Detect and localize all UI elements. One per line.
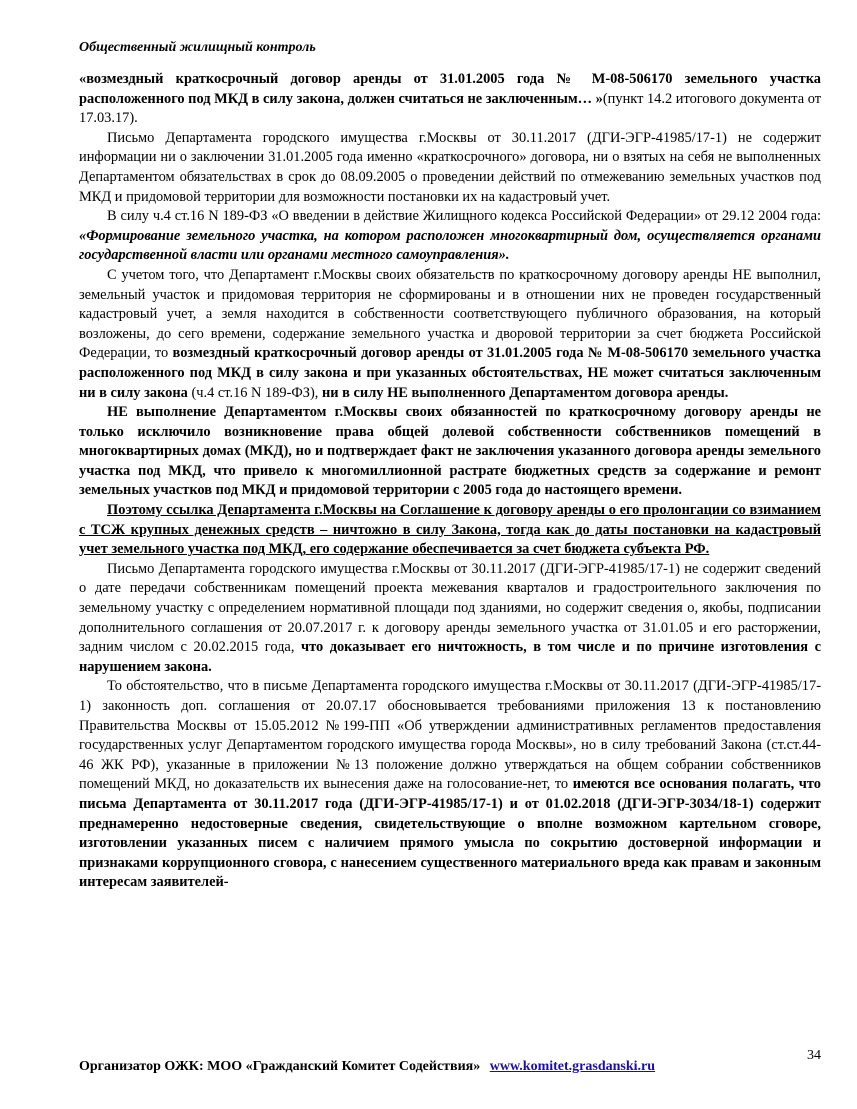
page-footer (79, 1059, 821, 1075)
running-header: Общественный жилищный контроль (79, 40, 316, 55)
law-citation-text: В силу ч.4 ст.16 N 189-ФЗ «О введении в действие Жилищного кодекса Российской Федерации» от 29.12 2004 года: (107, 208, 821, 225)
paragraph-quote (79, 70, 821, 129)
paragraph-circumstance (79, 677, 821, 893)
paragraph-law-citation (79, 207, 821, 266)
quote-reference-text: (пункт 14.2 итогового документа от 17.03.17). (79, 90, 821, 127)
circumstance-text: То обстоятельство, что в письме Департамента городского имущества г.Москвы от 30.11.2017 (ДГИ-ЭГР-41985/17-1) законность доп. соглашения от 20.07.17 обосновывается требованиями приложения 13 к постановлению Правительства Москвы от 15.05.2012 №199-ПП «Об утверждении административных регламентов предоставления государственных услуг Департаментом городского имущества города Москвы», но в силу требований Закона (ст.ст.44-46 ЖК РФ), указанные в приложении №13 положение должно утверждаться на общем собрании собственников помещений МКД, но доказательств их вынесения даже на голосование-нет, то (79, 678, 821, 793)
paragraph-non-fulfillment: НЕ выполнение Департаментом г.Москвы своих обязанностей по краткосрочному договору аренды не только исключило возникновение права общей долевой собственности собственников помещений в многоквартирных домах (МКД), но и подтверждает факт не заключения указанного договора аренды земельного участка под МКД, что привело к многомиллионной растрате бюджетных средств за содержание и ремонт земельных участков под МКД и придомовой территории с 2005 года до настоящего времени. (79, 404, 821, 499)
quote-bold-text: «возмездный краткосрочный договор аренды от 31.01.2005 года № М-08-506170 земельного участка расположенного под МКД в силу закона, должен считаться не заключенным… » (79, 71, 821, 107)
page-number: 34 (807, 1048, 821, 1063)
consideration-text: С учетом того, что Департамент г.Москвы своих обязательств по краткосрочному договору аренды НЕ выполнил, земельный участок и придомовая территория не сформированы и в отношении них не проведен государственный кадастровый учет, а земля находится в собственности соответствующего публичного образования, на который возложены, до сего времени, содержание земельного участка и дворовой территории за счет бюджета Российской Федерации, то (79, 266, 821, 362)
footer-organizer: Организатор ОЖК: МОО «Гражданский Комитет Содействия» (79, 1059, 481, 1074)
circumstance-bold: имеются все основания полагать, что письма Департамента от 30.11.2017 года (ДГИ-ЭГР-41985/17-1) и от 01.02.2018 (ДГИ-ЭГР-3034/18-1) содержит преднамеренно недостоверные сведения, свидетельствующие о вполне возможном картельном сговоре, изготовлении указанных писем с наличием прямого умысла по сокрытию достоверной информации и признаками коррупционного сговора, с нанесением существенного материального вреда как правам и законным интересам заявителей- (79, 776, 821, 891)
footer-website-link[interactable]: www.komitet.grasdanski.ru (489, 1059, 656, 1074)
consideration-text-2: (ч.4 ст.16 N 189-ФЗ), (187, 384, 322, 401)
letter-2-bold: что доказывает его ничтожность, в том числе и по причине изготовления с нарушением закона. (79, 639, 822, 675)
law-citation-quote: «Формирование земельного участка, на котором расположен многоквартирный дом, осуществляется органами государственной власти или органами местного самоуправления». (79, 227, 821, 264)
paragraph-letter-1: Письмо Департамента городского имущества г.Москвы от 30.11.2017 (ДГИ-ЭГР-41985/17-1) не содержит информации ни о заключении 31.01.2005 года именно «краткосрочного» договора, ни о взятых на себя не выполненных Департаментом обязательствах в срок до 08.09.2005 о проведении действий по отмежеванию земельных участков под МКД и придомовой территории для возможности постановки их на кадастровый учет. (79, 129, 821, 205)
document-body (79, 70, 821, 893)
paragraph-letter-2 (79, 560, 821, 678)
paragraph-consideration (79, 266, 821, 403)
paragraph-agreement-void: Поэтому ссылка Департамента г.Москвы на Соглашение к договору аренды о его пролонгации со взиманием с ТСЖ крупных денежных средств – ничтожно в силу Закона, тогда как до даты постановки на кадастровый учет земельного участка под МКД, его содержание обеспечивается за счет бюджета субъекта РФ. (79, 502, 821, 558)
consideration-bold-2: ни в силу НЕ выполненного Департаментом договора аренды. (322, 384, 729, 401)
consideration-bold-1: возмездный краткосрочный договор аренды от 31.01.2005 года № М-08-506170 земельного участка расположенного под МКД в силу закона и при указанных обстоятельствах, НЕ может считаться заключенным ни в силу закона (79, 345, 821, 401)
letter-2-text: Письмо Департамента городского имущества г.Москвы от 30.11.2017 (ДГИ-ЭГР-41985/17-1) не содержит сведений о дате передачи собственникам помещений проекта межевания кварталов и градостроительного заключения по земельному участку с определением нормативной площади под зданиями, но содержит сведения о, якобы, подписании дополнительного соглашения от 20.07.2017 г. к договору аренды земельного участка от 31.01.05 и его расторжении, задним числом с 20.02.2015 года, (79, 560, 821, 656)
